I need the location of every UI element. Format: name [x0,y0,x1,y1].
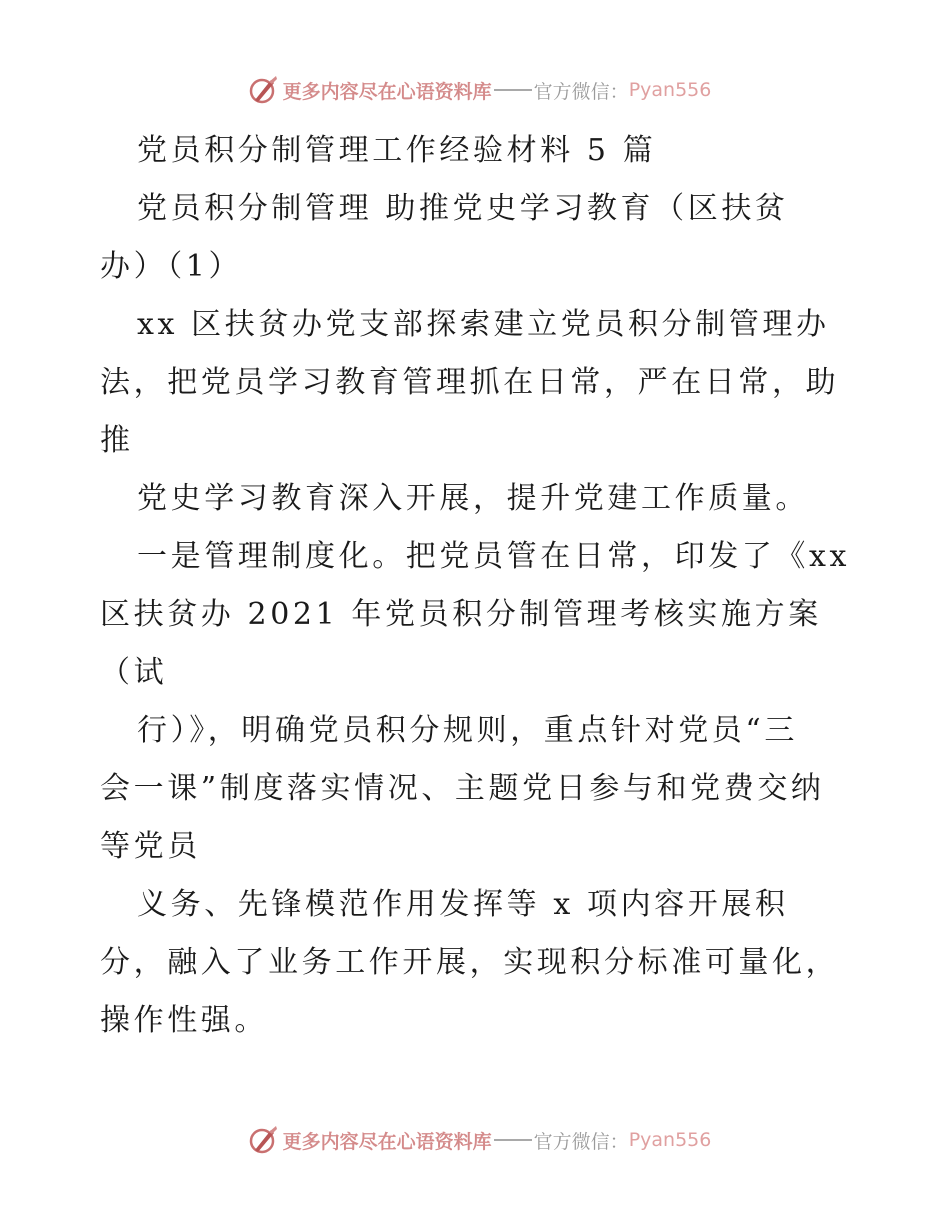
text-line: 等党员 [100,829,201,864]
text-line: 党员积分制管理 助推党史学习教育（区扶贫 [137,191,789,226]
text-line: 操作性强。 [100,1003,268,1038]
text-line: xx 区扶贫办党支部探索建立党员积分制管理办 [137,307,830,342]
text-line: （试 [100,655,168,690]
header-banner [0,73,950,107]
text-line: 推 [100,423,134,458]
text-line: 分，融入了业务工作开展，实现积分标准可量化， [100,945,840,980]
text-line: 区扶贫办 2021 年党员积分制管理考核实施方案 [100,597,822,632]
quill-pen-logo-icon [247,1124,279,1156]
banner-suffix: 官方微信： [533,1130,629,1153]
text-line: 党史学习教育深入开展，提升党建工作质量。 [137,481,809,516]
banner-dash [494,89,532,91]
banner-title: 更多内容尽在心语资料库 [282,1130,492,1153]
banner-dash [494,1139,532,1141]
footer-banner [0,1123,950,1157]
quill-pen-logo-icon [247,74,279,106]
banner-wechat-id: Pyan556 [628,79,712,101]
text-line: 法，把党员学习教育管理抓在日常，严在日常，助 [100,365,840,400]
banner-content [247,74,712,106]
text-line: 党员积分制管理工作经验材料 5 篇 [137,133,657,168]
document-body [100,122,860,1050]
text-line: 义务、先锋模范作用发挥等 x 项内容开展积 [137,887,789,922]
text-line: 会一课”制度落实情况、主题党日参与和党费交纳 [100,771,825,806]
text-line: 办）（1） [100,249,243,284]
banner-wechat-id: Pyan556 [628,1129,712,1151]
banner-suffix: 官方微信： [533,80,629,103]
text-line: 行）》，明确党员积分规则，重点针对党员“三 [137,713,798,748]
text-line: 一是管理制度化。把党员管在日常，印发了《xx [137,539,851,574]
banner-content [247,1124,712,1156]
banner-title: 更多内容尽在心语资料库 [282,80,492,103]
